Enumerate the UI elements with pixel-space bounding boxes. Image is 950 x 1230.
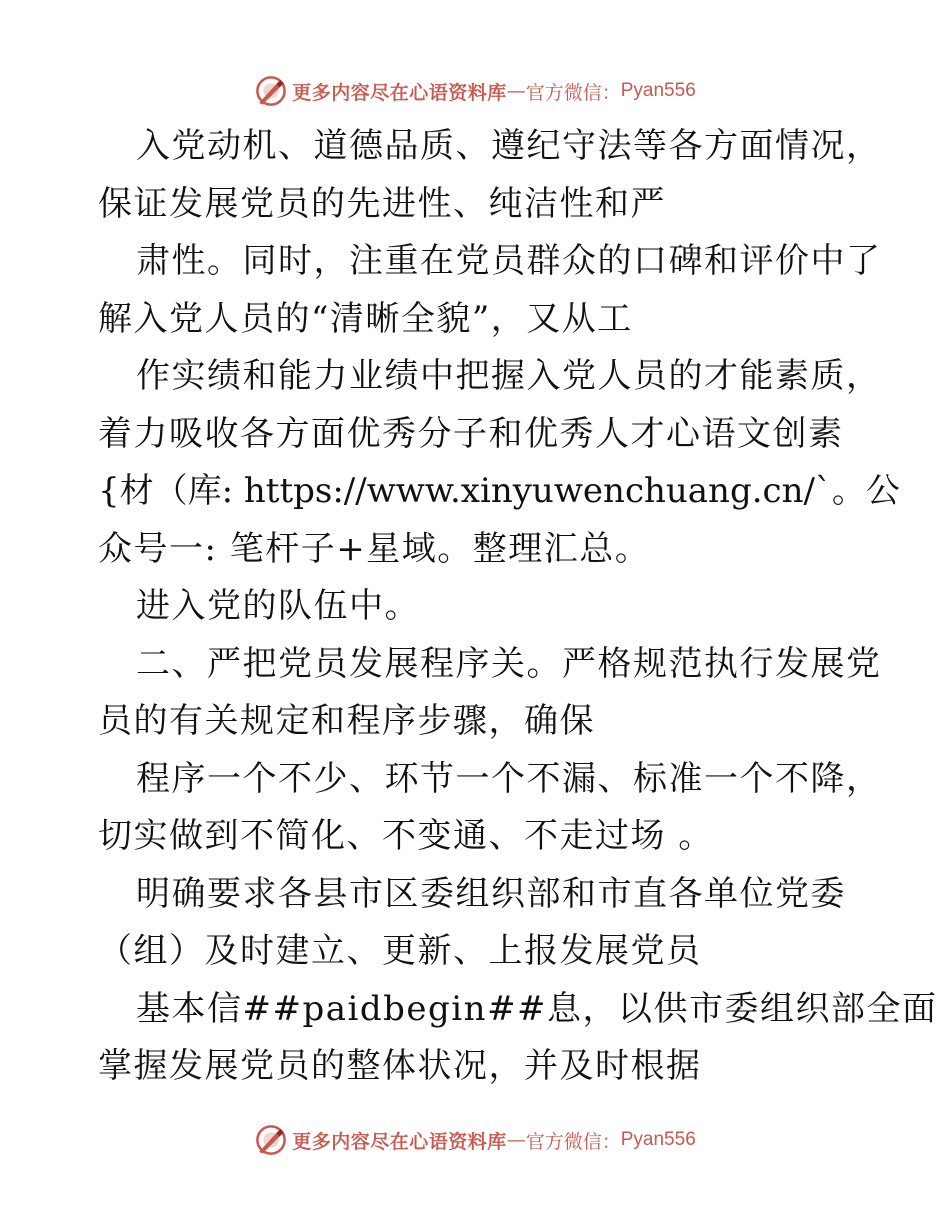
header-watermark: [0, 71, 950, 111]
watermark-separator: —: [506, 80, 526, 102]
watermark-wechat-id: Pyan556: [620, 80, 696, 101]
text-line: 员的有关规定和程序步骤，确保: [98, 701, 595, 741]
watermark-wechat-id: Pyan556: [620, 1129, 696, 1150]
text-line: 众号一: 笔杆子+星域。整理汇总。: [98, 528, 651, 569]
text-line: 保证发展党员的先进性、纯洁性和严: [98, 183, 666, 224]
text-line: 基本信##paidbegin##息，以供市委组织部全面: [136, 988, 938, 1029]
text-line: 二、严把党员发展程序关。严格规范执行发展党: [136, 643, 882, 684]
text-line: 入党动机、道德品质、遵纪守法等各方面情况，: [136, 126, 882, 166]
text-line: 切实做到不简化、不变通、不走过场 。: [98, 816, 714, 856]
text-line: 程序一个不少、环节一个不漏、标准一个不降，: [136, 758, 882, 799]
text-line: 作实绩和能力业绩中把握入党人员的才能素质，: [136, 356, 882, 396]
text-line: 进入党的队伍中。: [136, 586, 420, 626]
text-line: 解入党人员的“清晰全貌”，又从工: [98, 298, 633, 339]
watermark-separator: —: [506, 1129, 526, 1151]
text-line: 着力吸收各方面优秀分子和优秀人才心语文创素: [98, 413, 844, 454]
text-line: （组）及时建立、更新、上报发展党员: [98, 931, 702, 971]
text-line: 掌握发展党员的整体状况，并及时根据: [98, 1046, 702, 1086]
pen-logo-icon: [254, 1123, 288, 1157]
watermark-site-name: 更多内容尽在心语资料库: [292, 81, 507, 104]
watermark-site-name: 更多内容尽在心语资料库: [292, 1130, 507, 1153]
text-line: 肃性。同时，注重在党员群众的口碑和评价中了: [136, 241, 882, 281]
watermark-official-label: 官方微信：: [525, 81, 621, 104]
text-line-url: {材（库: https://www.xinyuwenchuang.cn/`。公: [98, 471, 900, 511]
pen-logo-icon: [254, 74, 288, 108]
document-body: [98, 118, 938, 1096]
text-line: 明确要求各县市区委组织部和市直各单位党委: [136, 873, 846, 914]
footer-watermark: [0, 1120, 950, 1160]
watermark-official-label: 官方微信：: [525, 1130, 621, 1153]
